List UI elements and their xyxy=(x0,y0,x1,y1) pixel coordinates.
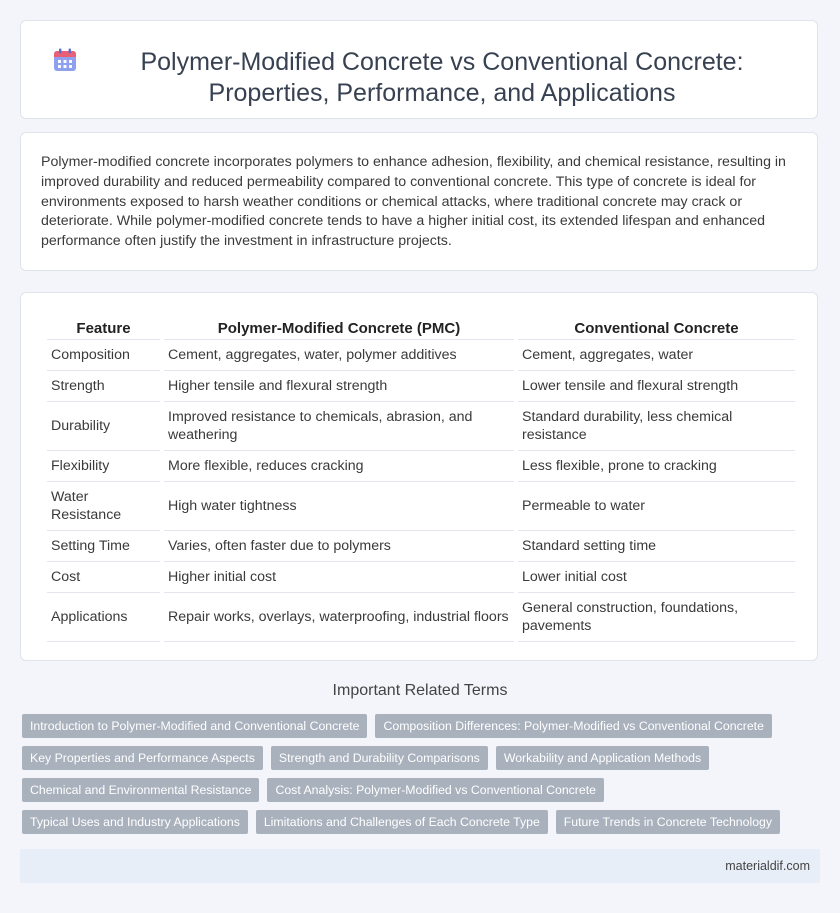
related-terms-list xyxy=(22,714,822,842)
table-header-row xyxy=(47,311,795,340)
pmc-cell: Improved resistance to chemicals, abrasion, and weathering xyxy=(164,402,514,451)
comparison-table xyxy=(43,311,799,642)
pmc-cell: Varies, often faster due to polymers xyxy=(164,531,514,562)
feature-cell: Durability xyxy=(47,402,160,451)
footer-bar xyxy=(20,849,820,883)
pmc-cell: High water tightness xyxy=(164,482,514,531)
related-term-link[interactable]: Strength and Durability Comparisons xyxy=(271,746,488,770)
pmc-cell: More flexible, reduces cracking xyxy=(164,451,514,482)
pmc-cell: Cement, aggregates, water, polymer additives xyxy=(164,340,514,371)
related-term-link[interactable]: Limitations and Challenges of Each Concrete Type xyxy=(256,810,548,834)
table-row xyxy=(47,531,795,562)
conventional-cell: Less flexible, prone to cracking xyxy=(518,451,795,482)
related-terms-heading: Important Related Terms xyxy=(332,682,508,699)
intro-card xyxy=(20,132,818,271)
table-row xyxy=(47,562,795,593)
feature-cell: Water Resistance xyxy=(47,482,160,531)
table-row xyxy=(47,451,795,482)
feature-cell: Composition xyxy=(47,340,160,371)
calendar-icon xyxy=(52,47,78,73)
conventional-cell: Lower initial cost xyxy=(518,562,795,593)
table-row xyxy=(47,371,795,402)
conventional-cell: Cement, aggregates, water xyxy=(518,340,795,371)
conventional-cell: Standard durability, less chemical resistance xyxy=(518,402,795,451)
related-term-link[interactable]: Composition Differences: Polymer-Modified vs Conventional Concrete xyxy=(375,714,771,738)
page-title: Polymer-Modified Concrete vs Conventional Concrete: Properties, Performance, and Applications xyxy=(140,48,744,107)
related-term-link[interactable]: Introduction to Polymer-Modified and Conventional Concrete xyxy=(22,714,367,738)
conventional-cell: General construction, foundations, pavements xyxy=(518,593,795,642)
conventional-cell: Lower tensile and flexural strength xyxy=(518,371,795,402)
related-term-link[interactable]: Cost Analysis: Polymer-Modified vs Conventional Concrete xyxy=(267,778,604,802)
related-term-link[interactable]: Workability and Application Methods xyxy=(496,746,709,770)
table-row xyxy=(47,402,795,451)
column-header-conventional: Conventional Concrete xyxy=(518,311,795,340)
table-row xyxy=(47,340,795,371)
related-term-link[interactable]: Future Trends in Concrete Technology xyxy=(556,810,780,834)
table-row xyxy=(47,593,795,642)
feature-cell: Cost xyxy=(47,562,160,593)
related-term-link[interactable]: Typical Uses and Industry Applications xyxy=(22,810,248,834)
conventional-cell: Permeable to water xyxy=(518,482,795,531)
column-header-feature: Feature xyxy=(47,311,160,340)
pmc-cell: Repair works, overlays, waterproofing, industrial floors xyxy=(164,593,514,642)
footer-site-name[interactable]: materialdif.com xyxy=(725,859,810,873)
intro-paragraph: Polymer-modified concrete incorporates polymers to enhance adhesion, flexibility, and chemical resistance, resulting in improved durability and reduced permeability compared to conventional concrete. This type of concrete is ideal for environments exposed to harsh weather conditions or chemical attacks, where traditional concrete may crack or deteriorate. While polymer-modified concrete tends to have a higher initial cost, its extended lifespan and enhanced performance often justify the investment in infrastructure projects. xyxy=(41,154,786,250)
feature-cell: Strength xyxy=(47,371,160,402)
title-card xyxy=(20,20,818,119)
related-term-link[interactable]: Key Properties and Performance Aspects xyxy=(22,746,263,770)
conventional-cell: Standard setting time xyxy=(518,531,795,562)
related-term-link[interactable]: Chemical and Environmental Resistance xyxy=(22,778,259,802)
feature-cell: Setting Time xyxy=(47,531,160,562)
pmc-cell: Higher initial cost xyxy=(164,562,514,593)
feature-cell: Flexibility xyxy=(47,451,160,482)
table-row xyxy=(47,482,795,531)
pmc-cell: Higher tensile and flexural strength xyxy=(164,371,514,402)
column-header-pmc: Polymer-Modified Concrete (PMC) xyxy=(164,311,514,340)
comparison-table-card xyxy=(20,292,818,661)
feature-cell: Applications xyxy=(47,593,160,642)
